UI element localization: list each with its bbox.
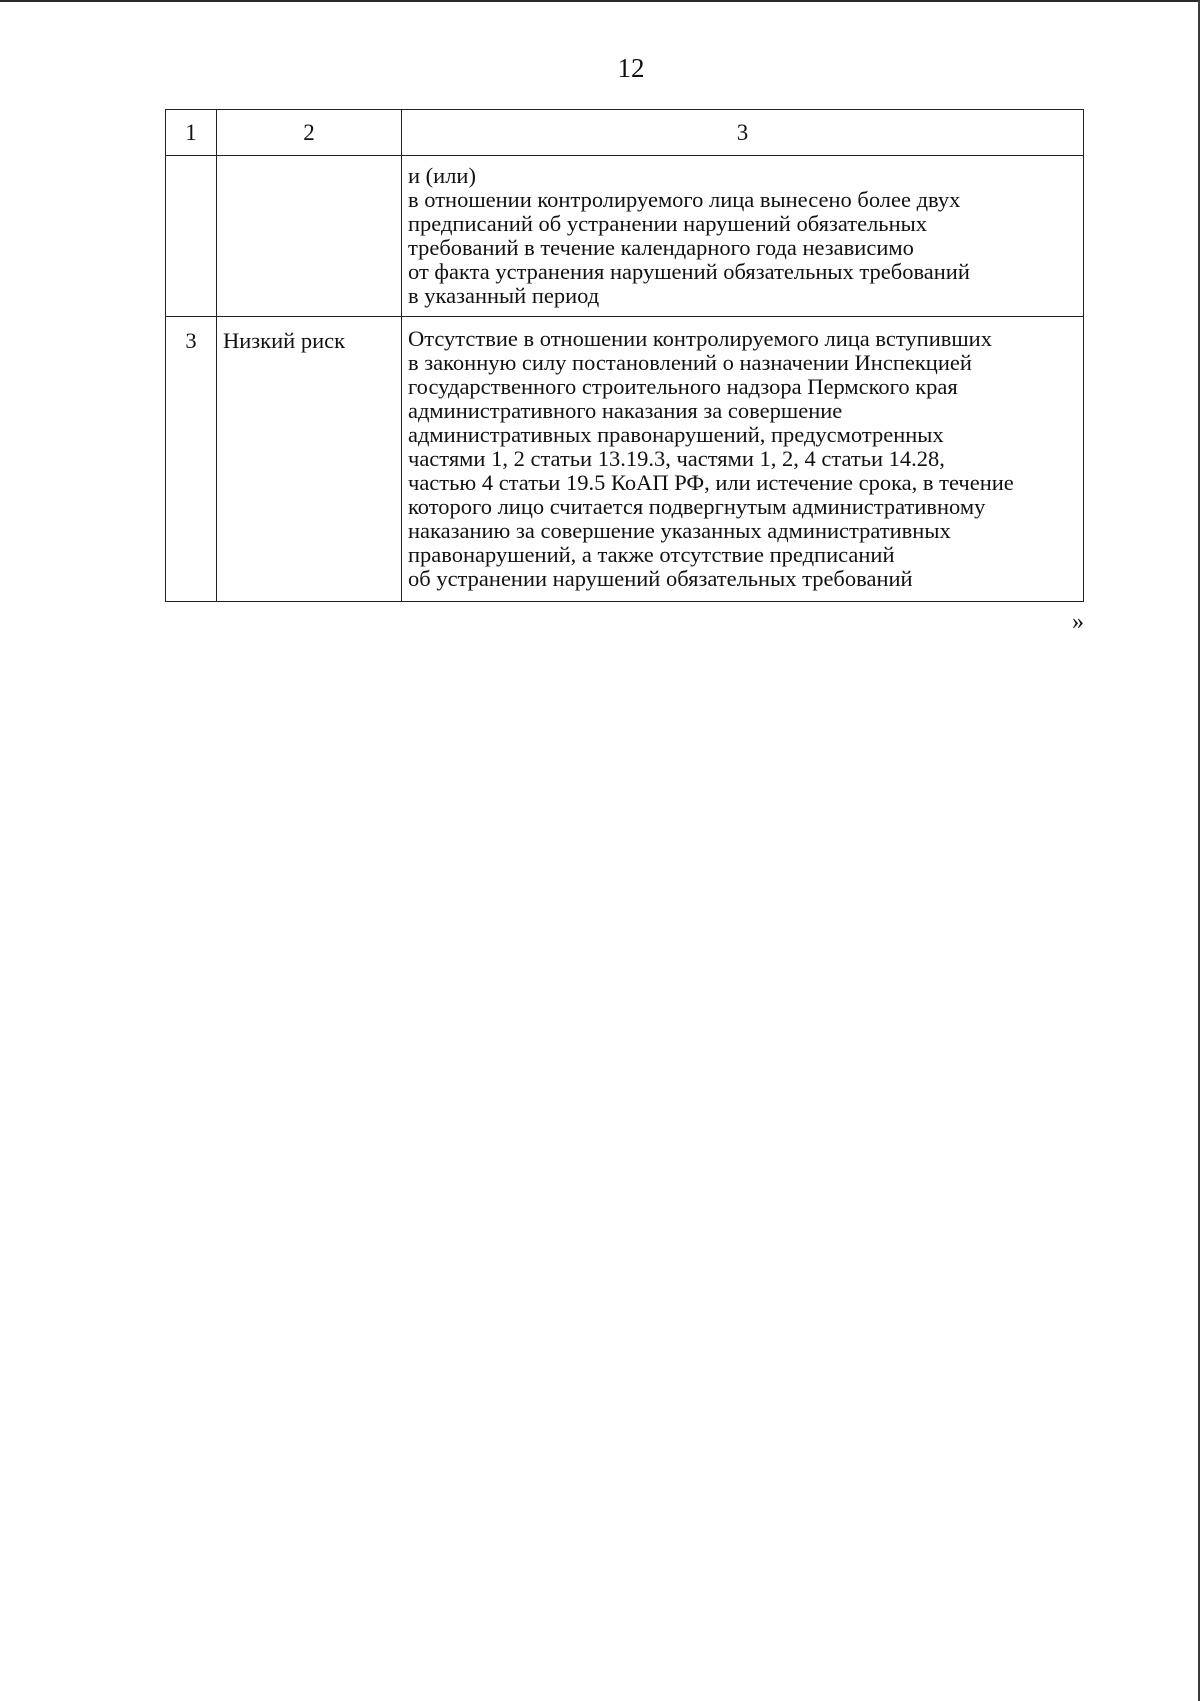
criteria-line: административного наказания за совершение bbox=[408, 398, 843, 423]
closing-quote-mark: » bbox=[1072, 609, 1084, 635]
criteria-line: частями 1, 2 статьи 13.19.3, частями 1, 2, 4 статьи 14.28, bbox=[408, 446, 945, 471]
criteria-line: Отсутствие в отношении контролируемого лица вступивших bbox=[408, 326, 992, 351]
criteria-line: предписаний об устранении нарушений обязательных bbox=[408, 211, 927, 236]
criteria-line: в отношении контролируемого лица вынесено более двух bbox=[408, 187, 961, 212]
column-header-3: 3 bbox=[402, 110, 1084, 156]
column-header-2: 2 bbox=[217, 110, 402, 156]
page-number: 12 bbox=[617, 53, 645, 83]
criteria-line: государственного строительного надзора Пермского края bbox=[408, 374, 958, 399]
risk-criteria-table bbox=[165, 109, 1084, 602]
criteria-line: правонарушений, а также отсутствие предписаний bbox=[408, 542, 895, 567]
row-number-cell: 3 bbox=[166, 317, 217, 602]
risk-category-cell bbox=[217, 156, 402, 317]
criteria-line: частью 4 статьи 19.5 КоАП РФ, или истечение срока, в течение bbox=[408, 470, 1014, 495]
table-header-row bbox=[166, 110, 1084, 156]
criteria-line: в законную силу постановлений о назначении Инспекцией bbox=[408, 350, 972, 375]
criteria-cell bbox=[402, 156, 1084, 317]
risk-category-cell: Низкий риск bbox=[217, 317, 402, 602]
criteria-line: которого лицо считается подвергнутым административному bbox=[408, 494, 986, 519]
criteria-line: и (или) bbox=[408, 163, 476, 188]
scan-edge-top bbox=[0, 0, 1200, 2]
criteria-line: требований в течение календарного года независимо bbox=[408, 235, 914, 260]
criteria-line: наказанию за совершение указанных административных bbox=[408, 518, 951, 543]
row-number-cell bbox=[166, 156, 217, 317]
table-row-continuation bbox=[166, 156, 1084, 317]
criteria-line: административных правонарушений, предусмотренных bbox=[408, 422, 944, 447]
table-row-low-risk bbox=[166, 317, 1084, 602]
criteria-line: от факта устранения нарушений обязательных требований bbox=[408, 259, 970, 284]
criteria-line: об устранении нарушений обязательных требований bbox=[408, 566, 913, 591]
criteria-cell bbox=[402, 317, 1084, 602]
column-header-1: 1 bbox=[166, 110, 217, 156]
criteria-line: в указанный период bbox=[408, 283, 600, 308]
